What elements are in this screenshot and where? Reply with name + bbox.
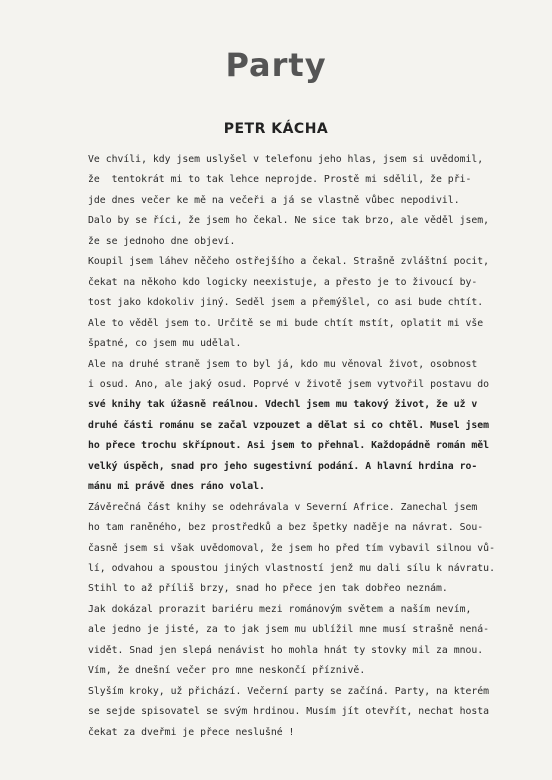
text-line: Ale na druhé straně jsem to byl já, kdo mu věnoval život, osobnost <box>88 358 478 370</box>
text-line: druhé části románu se začal vzpouzet a dělat si co chtěl. Musel jsem <box>88 419 490 431</box>
text-line: Ve chvíli, kdy jsem uslyšel v telefonu jeho hlas, jsem si uvědomil, <box>88 154 484 165</box>
text-line: Stihl to až příliš brzy, snad ho přece jen tak dobřeo neznám. <box>88 583 448 595</box>
text-line: čekat na někoho kdo logicky neexistuje, a přesto je to živoucí by- <box>88 276 478 288</box>
text-line: že tentokrát mi to tak lehce neprojde. Prostě mi sdělil, že při- <box>88 174 472 186</box>
text-line: Koupil jsem láhev něčeho ostřejšího a čekal. Strašně zvláštní pocit, <box>88 256 490 268</box>
text-line: časně jsem si však uvědomoval, že jsem ho před tím vybavil silnou vů- <box>88 542 495 554</box>
text-line: že se jednoho dne objeví. <box>88 235 236 247</box>
text-line: Jak dokázal prorazit bariéru mezi románovým světem a naším nevím, <box>88 603 472 615</box>
text-line: své knihy tak úžasně reálnou. Vdechl jsem mu takový život, že už v <box>88 399 478 411</box>
text-line: se sejde spisovatel se svým hrdinou. Musím jít otevřít, nechat hosta <box>88 706 490 718</box>
text-line: velký úspěch, snad pro jeho sugestivní podání. A hlavní hrdina ro- <box>88 460 478 472</box>
text-line: čekat za dveřmi je přece neslušné ! <box>88 726 295 738</box>
text-line: jde dnes večer ke mě na večeři a já se vlastně vůbec nepodivil. <box>88 194 460 206</box>
text-line: Závěrečná část knihy se odehrávala v Severní Africe. Zanechal jsem <box>88 501 478 513</box>
author-name: PETR KÁCHA <box>223 121 329 137</box>
text-line: mánu mi právě dnes ráno volal. <box>88 481 265 493</box>
text-line: Slyším kroky, už přichází. Večerní party se začíná. Party, na kterém <box>88 685 490 697</box>
text-line: ho přece trochu skřípnout. Asi jsem to přehnal. Každopádně román měl <box>88 440 490 452</box>
text-line: ale jedno je jisté, za to jak jsem mu ublížil mne musí strašně nená- <box>88 624 490 636</box>
text-line: Vím, že dnešní večer pro mne neskončí příznivě. <box>88 665 366 677</box>
text-line: lí, odvahou a spoustou jiných vlastností jenž mu dali sílu k návratu. <box>88 563 495 574</box>
text-line: i osud. Ano, ale jaký osud. Poprvé v životě jsem vytvořil postavu do <box>88 378 490 390</box>
text-line: ho tam raněného, bez prostředků a bez špetky naděje na návrat. Sou- <box>88 522 484 534</box>
text-line: Dalo by se říci, že jsem ho čekal. Ne sice tak brzo, ale věděl jsem, <box>88 215 490 227</box>
text-line: vidět. Snad jen slepá nenávist ho mohla hnát ty stovky mil za mnou. <box>88 644 484 656</box>
text-line: Ale to věděl jsem to. Určitě se mi bude chtít mstít, oplatit mi vše <box>88 317 484 329</box>
text-line: tost jako kdokoliv jiný. Seděl jsem a přemýšlel, co asi bude chtít. <box>88 297 484 309</box>
story-title: Party <box>225 46 327 84</box>
text-line: špatné, co jsem mu udělal. <box>88 338 242 350</box>
